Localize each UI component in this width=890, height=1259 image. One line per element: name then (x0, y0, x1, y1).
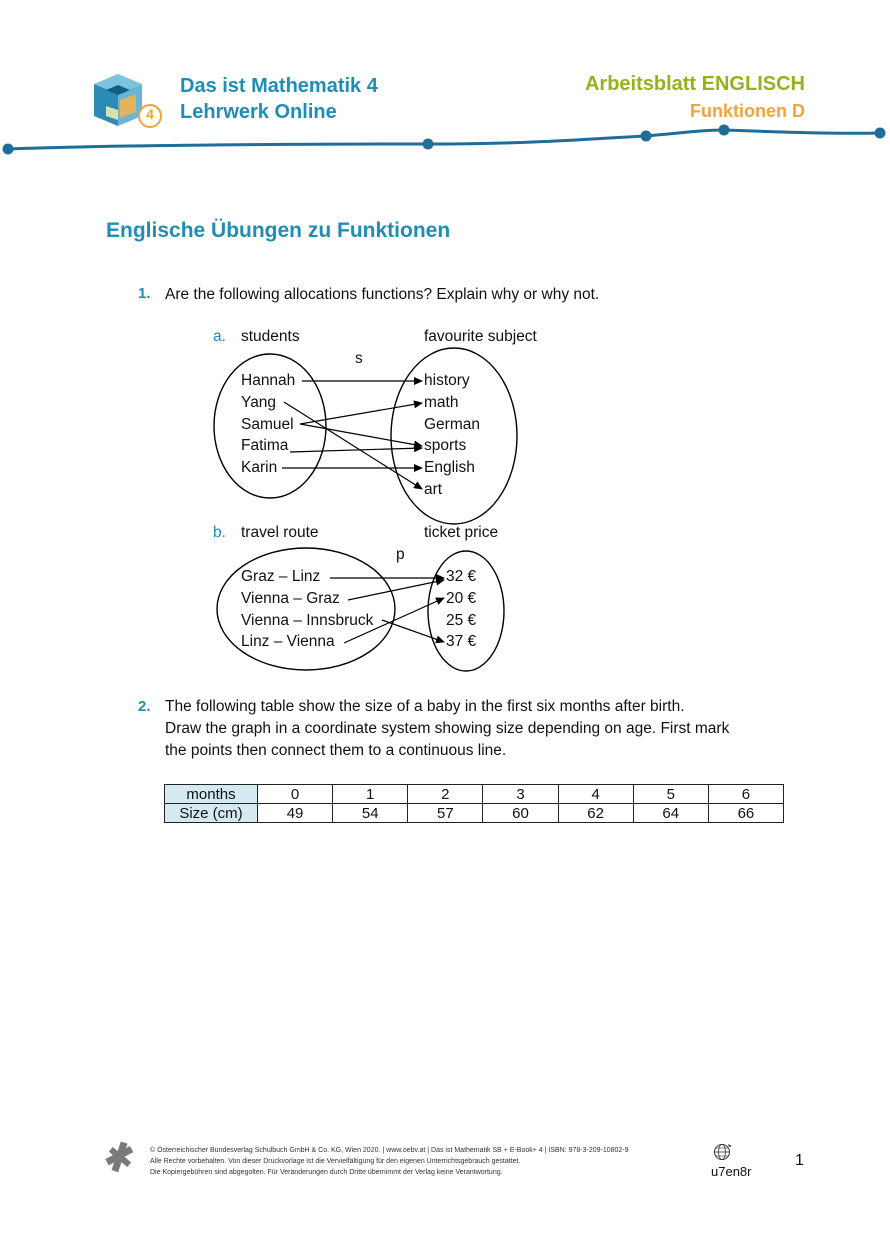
subject-item: English (424, 459, 475, 477)
price-item: 25 € (446, 611, 477, 629)
student-item: Karin (241, 459, 278, 477)
arrow-samuel-sports (300, 424, 422, 446)
table-cell: 3 (483, 785, 558, 804)
route-item: Linz – Vienna (241, 633, 335, 651)
price-item: 37 € (446, 633, 477, 651)
price-item: 20 € (446, 589, 477, 607)
student-item: Fatima (241, 437, 289, 455)
table-row-header: months (165, 785, 258, 804)
routes-list (241, 566, 373, 653)
question-2-number: 2. (138, 698, 151, 715)
student-item: Hannah (241, 372, 296, 389)
footer-line: Die Kopiergebühren sind abgegolten. Für Veränderungen durch Dritte übernimmt der Verlag keine Verantwortung. (150, 1169, 503, 1176)
question-1-number: 1. (138, 285, 151, 302)
series-title: Das ist Mathematik 4 (180, 75, 378, 97)
prices-list (446, 566, 476, 653)
table-row (165, 804, 784, 823)
online-code: u7en8r (711, 1164, 752, 1179)
price-item: 32 € (446, 568, 477, 585)
subject-item: math (424, 393, 459, 411)
question-1-text: Are the following allocations functions? Explain why or why not. (165, 286, 600, 303)
publisher-logo-icon (104, 1140, 136, 1174)
baby-size-table (164, 784, 784, 823)
subject-item: German (424, 415, 480, 433)
route-item: Vienna – Innsbruck (241, 611, 374, 629)
page-title: Englische Übungen zu Funktionen (106, 219, 451, 242)
table-cell: 0 (258, 785, 333, 804)
student-item: Samuel (241, 415, 294, 433)
page-number: 1 (795, 1152, 804, 1169)
question-2-line: Draw the graph in a coordinate system showing size depending on age. First mark (165, 720, 730, 737)
table-cell: 60 (483, 804, 558, 823)
route-item: Graz – Linz (241, 568, 321, 585)
table-cell: 54 (333, 804, 408, 823)
table-cell: 6 (708, 785, 783, 804)
mapping-label-s: s (355, 350, 363, 367)
table-cell: 49 (258, 804, 333, 823)
subtask-a-letter: a. (213, 328, 226, 345)
subtask-b-letter: b. (213, 524, 226, 541)
subject-item: sports (424, 437, 467, 455)
table-cell: 64 (633, 804, 708, 823)
table-row (165, 785, 784, 804)
globe-online-icon (713, 1142, 733, 1162)
codomain-label-subject: favourite subject (424, 328, 537, 345)
codomain-ellipse (391, 348, 517, 524)
codomain-label-prices: ticket price (424, 524, 499, 541)
worksheet-subtitle: Funktionen D (690, 101, 805, 121)
table-cell: 4 (558, 785, 633, 804)
table-row-header: Size (cm) (165, 804, 258, 823)
worksheet-title: Arbeitsblatt ENGLISCH (584, 73, 805, 95)
footer-line: © Österreichischer Bundesverlag Schulbuch GmbH & Co. KG, Wien 2020. | www.oebv.at | Das ist Mathematik SB + E-Book+ 4 | ISBN: 978-3-209-10802-9 (150, 1147, 629, 1154)
student-item: Yang (241, 393, 277, 411)
domain-label-students: students (241, 328, 300, 345)
arrow-fatima-sports (290, 448, 422, 452)
arrow-samuel-math (300, 403, 422, 424)
arrow-viennainnsbruck-37 (382, 620, 444, 642)
domain-label-routes: travel route (241, 524, 319, 541)
table-cell: 2 (408, 785, 483, 804)
table-cell: 62 (558, 804, 633, 823)
question-2-line: The following table show the size of a baby in the first six months after birth. (165, 698, 685, 715)
mapping-label-p: p (396, 546, 405, 563)
table-cell: 57 (408, 804, 483, 823)
route-item: Vienna – Graz (241, 589, 340, 607)
logo-badge-number: 4 (146, 106, 154, 122)
subject-item: art (424, 480, 443, 498)
table-cell: 66 (708, 804, 783, 823)
subject-item: history (424, 372, 470, 389)
table-cell: 5 (633, 785, 708, 804)
question-2-line: the points then connect them to a continuous line. (165, 742, 507, 759)
series-subtitle: Lehrwerk Online (180, 101, 337, 123)
footer-line: Alle Rechte vorbehalten. Von dieser Druckvorlage ist die Vervielfältigung für den eigenen Unterrichtsgebrauch gestattet. (150, 1158, 521, 1165)
footer-copyright (150, 1145, 629, 1178)
question-2-text (165, 696, 729, 762)
table-cell: 1 (333, 785, 408, 804)
